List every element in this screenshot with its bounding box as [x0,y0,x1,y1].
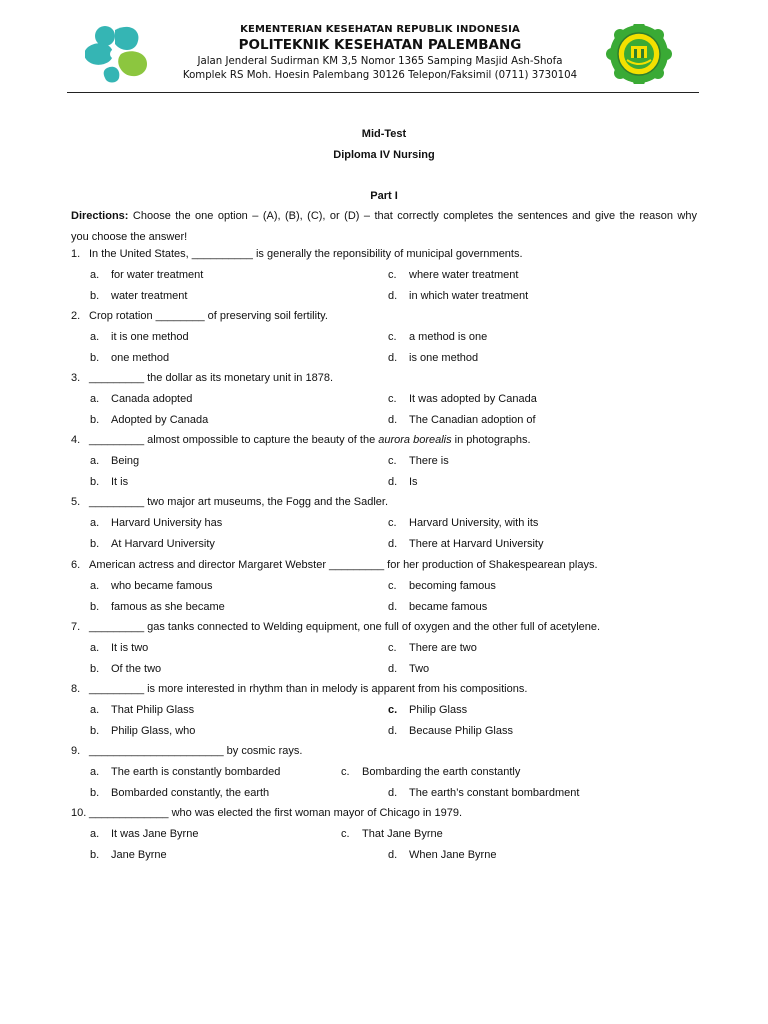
option-letter-c: c. [388,331,397,343]
option-letter-b: b. [90,663,100,675]
directions-label: Directions: [71,210,129,222]
part-heading: Part I [370,190,398,202]
option-b: water treatment [111,290,188,302]
option-letter-c: c. [388,393,397,405]
option-a: Harvard University has [111,517,223,529]
question-number: 5. [71,496,81,508]
question-stem [89,559,598,571]
option-a: who became famous [111,580,213,592]
option-letter-c: c. [388,642,397,654]
option-d: is one method [409,352,479,364]
question-stem [89,372,333,384]
institution-seal-icon [606,24,672,84]
option-letter-b: b. [90,601,100,613]
option-b: famous as she became [111,601,225,613]
option-letter-a: a. [90,580,100,592]
option-a: It is two [111,642,149,654]
option-letter-d: d. [388,352,398,364]
option-b: Of the two [111,663,162,675]
option-letter-a: a. [90,642,100,654]
option-letter-b: b. [90,290,100,302]
option-b: Philip Glass, who [111,725,196,737]
option-letter-b: b. [90,849,100,861]
option-c: There is [409,455,449,467]
option-letter-d: d. [388,849,398,861]
question-number: 10. [71,807,87,819]
option-c: becoming famous [409,580,496,592]
header-divider [67,92,699,93]
option-letter-b: b. [90,476,100,488]
option-b: It is [111,476,129,488]
option-c: It was adopted by Canada [409,393,537,405]
option-letter-d: d. [388,476,398,488]
question-stem-text: ______________________ by cosmic rays. [89,745,303,757]
question-stem [89,434,531,446]
option-b: Adopted by Canada [111,414,209,426]
question-number: 7. [71,621,81,633]
question-number: 6. [71,559,81,571]
ministry-logo-icon [85,24,157,84]
question-number: 3. [71,372,81,384]
question-stem-text: _________ almost ompossible to capture the beauty of the [89,434,379,446]
option-a: The earth is constantly bombarded [111,766,281,778]
question-stem-text: _________ two major art museums, the Fogg and the Sadler. [89,496,389,508]
option-b: Bombarded constantly, the earth [111,787,270,799]
option-d: There at Harvard University [409,538,544,550]
option-d: Because Philip Glass [409,725,513,737]
option-letter-d: d. [388,787,398,799]
question-stem-text: In the United States, __________ is generally the reponsibility of municipal governments. [89,248,523,260]
option-b: one method [111,352,170,364]
question-number: 1. [71,248,81,260]
directions-line-2: you choose the answer! [71,231,188,243]
option-d: became famous [409,601,488,613]
option-letter-d: d. [388,725,398,737]
option-a: it is one method [111,331,189,343]
option-letter-d: d. [388,414,398,426]
question-stem-text: Crop rotation ________ of preserving soil fertility. [89,310,328,322]
option-c: Philip Glass [409,704,468,716]
question-stem [89,745,302,757]
option-a: Being [111,455,140,467]
option-letter-a: a. [90,393,100,405]
option-letter-c: c. [388,455,397,467]
option-a: It was Jane Byrne [111,828,199,840]
question-stem-text: _____________ who was elected the first woman mayor of Chicago in 1979. [89,807,463,819]
question-stem-text: _________ gas tanks connected to Welding equipment, one full of oxygen and the other full of acetylene. [89,621,601,633]
option-b: Jane Byrne [111,849,167,861]
page-title: Mid-Test [361,128,407,140]
option-letter-a: a. [90,517,100,529]
question-number: 2. [71,310,81,322]
option-d: Two [409,663,430,675]
option-letter-d: d. [388,663,398,675]
option-letter-b: b. [90,787,100,799]
question-stem-italic: aurora borealis [378,434,452,446]
letterhead [0,0,768,95]
option-letter-c: c. [388,517,397,529]
option-letter-c: c. [388,704,398,716]
option-letter-b: b. [90,725,100,737]
option-letter-b: b. [90,352,100,364]
option-letter-c: c. [341,828,350,840]
question-stem [89,807,462,819]
question-number: 4. [71,434,81,446]
question-stem [89,248,523,260]
option-letter-a: a. [90,766,100,778]
option-letter-b: b. [90,414,100,426]
option-letter-a: a. [90,331,100,343]
question-stem [89,310,328,322]
option-d: in which water treatment [409,290,529,302]
question-number: 8. [71,683,81,695]
option-c: Bombarding the earth constantly [362,766,521,778]
option-c: There are two [409,642,477,654]
ministry-name: KEMENTERIAN KESEHATAN REPUBLIK INDONESIA [240,24,520,35]
directions-text: Choose the one option – (A), (B), (C), or (D) – that correctly completes the sentences and give the reason why [132,210,697,222]
option-letter-a: a. [90,828,100,840]
option-letter-d: d. [388,601,398,613]
question-stem [89,496,388,508]
question-stem [89,621,600,633]
option-letter-b: b. [90,538,100,550]
option-c: Harvard University, with its [409,517,539,529]
page-subtitle: Diploma IV Nursing [333,149,435,161]
option-b: At Harvard University [111,538,215,550]
option-letter-c: c. [388,580,397,592]
institution-name: POLITEKNIK KESEHATAN PALEMBANG [238,37,522,53]
directions-line-1 [71,206,697,227]
option-a: Canada adopted [111,393,193,405]
option-letter-a: a. [90,704,100,716]
option-d: The earth’s constant bombardment [409,787,580,799]
option-d: When Jane Byrne [409,849,497,861]
question-stem-text: _________ is more interested in rhythm than in melody is apparent from his compositions. [89,683,528,695]
question-stem-tail: in photographs. [451,434,531,446]
option-c: a method is one [409,331,488,343]
option-letter-d: d. [388,538,398,550]
question-stem-text: _________ the dollar as its monetary unit in 1878. [89,372,333,384]
address-line-1: Jalan Jenderal Sudirman KM 3,5 Nomor 1365 Samping Masjid Ash-Shofa [197,56,563,67]
address-line-2: Komplek RS Moh. Hoesin Palembang 30126 Telepon/Faksimil (0711) 3730104 [182,70,578,81]
option-d: The Canadian adoption of [409,414,536,426]
question-number: 9. [71,745,81,757]
option-letter-a: a. [90,455,100,467]
option-letter-d: d. [388,290,398,302]
option-letter-c: c. [388,269,397,281]
option-letter-c: c. [341,766,350,778]
option-a: for water treatment [111,269,204,281]
option-c: That Jane Byrne [362,828,443,840]
question-stem [89,683,527,695]
option-c: where water treatment [409,269,519,281]
option-letter-a: a. [90,269,100,281]
option-a: That Philip Glass [111,704,195,716]
option-d: Is [409,476,418,488]
question-stem-text: American actress and director Margaret Webster _________ for her production of Shakespearean plays. [89,559,598,571]
